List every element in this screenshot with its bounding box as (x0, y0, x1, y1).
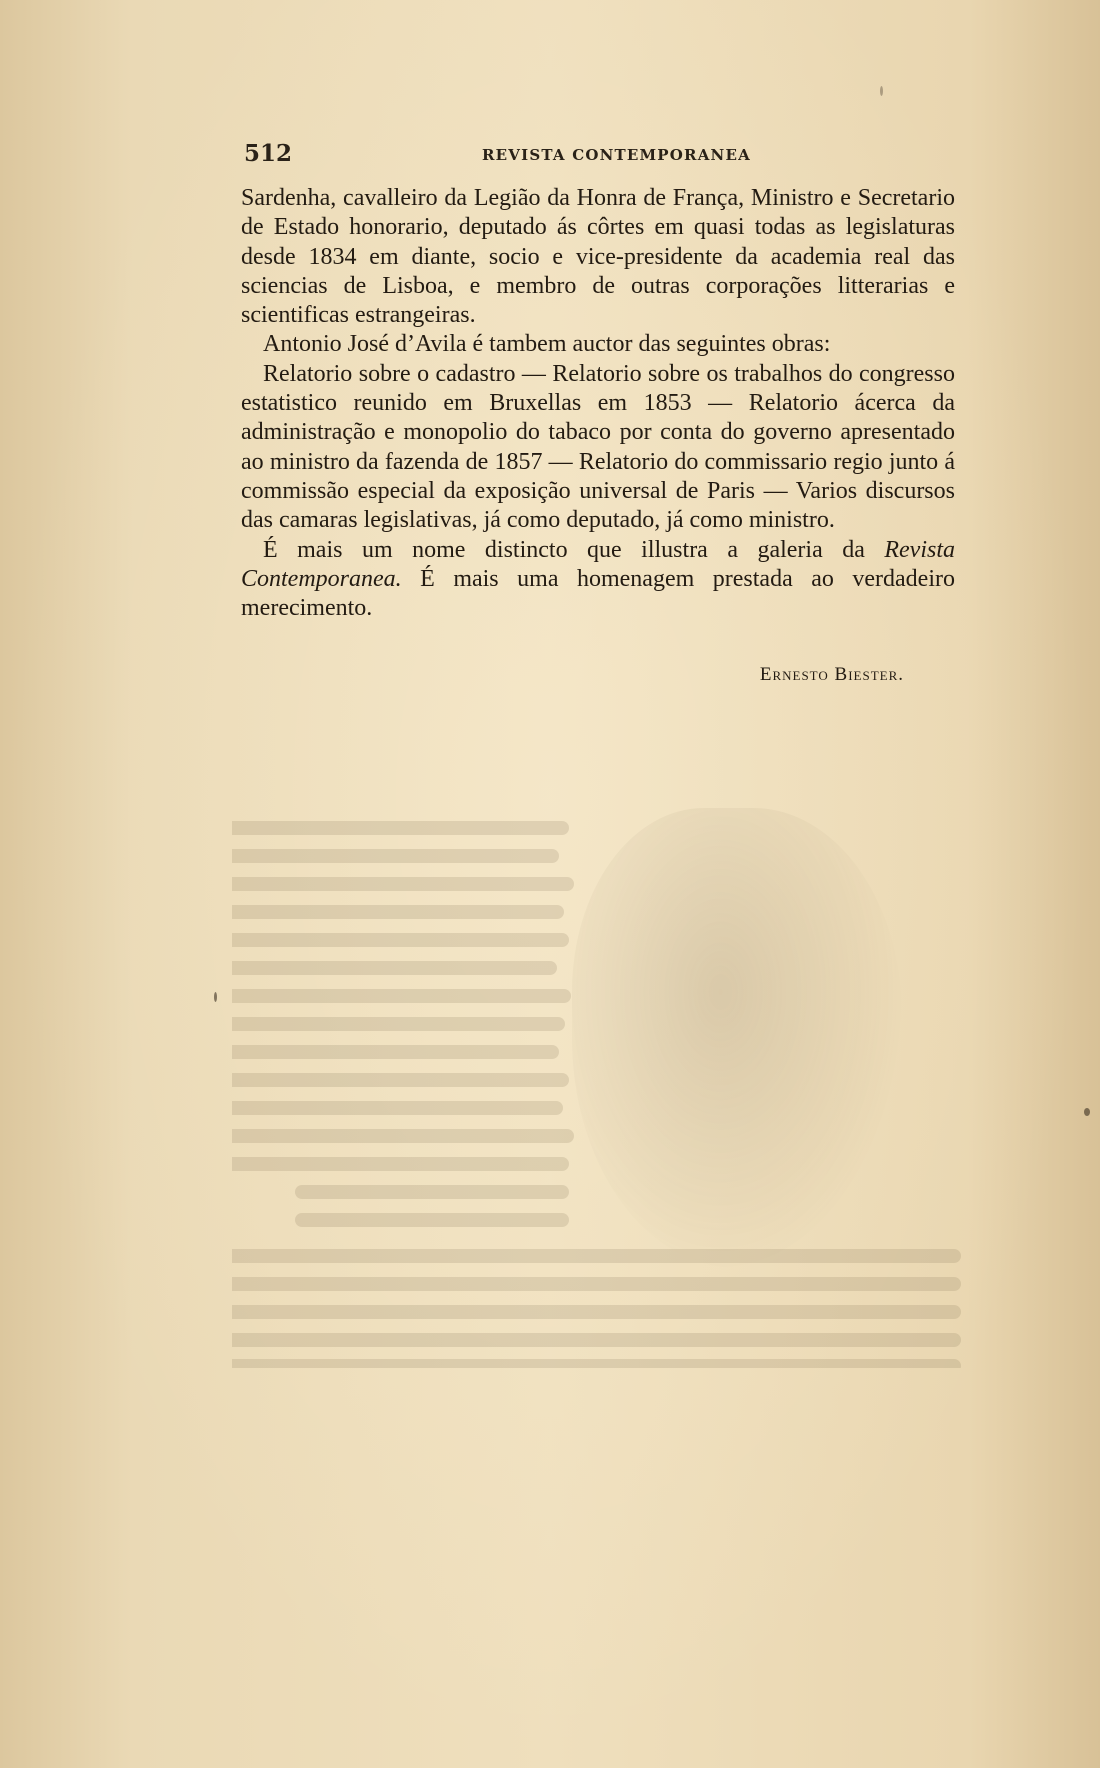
ink-speck (880, 86, 883, 96)
running-title: REVISTA CONTEMPORANEA (482, 146, 751, 164)
paragraph-works-intro: Antonio José d’Avila é tambem auctor das seguintes obras: (263, 331, 831, 358)
paragraph-closing (241, 536, 955, 624)
ink-speck (214, 992, 217, 1002)
ink-speck (1084, 1108, 1090, 1116)
paragraph-biography: Sardenha, cavalleiro da Legião da Honra de França, Ministro e Secretario de Estado honorario, deputado ás côrtes em quasi todas as legislaturas desde 1834 em diante, socio e vice-presidente da academia real das sciencias de Lisboa, e membro de outras corporações litterarias e scientificas estrangeiras. (241, 185, 955, 329)
body-text (241, 184, 955, 623)
bleed-through-lines (232, 808, 962, 1368)
closing-text-end: É mais uma homenagem prestada ao verdadeiro merecimento. (241, 565, 955, 622)
bleed-through-vignette (572, 808, 902, 1268)
journal-title-italic: Revista Contemporanea. (241, 536, 955, 592)
bleed-through-shadow (232, 808, 962, 1368)
page-number: 512 (244, 140, 293, 167)
paragraph-works-list: Relatorio sobre o cadastro — Relatorio sobre os trabalhos do congresso estatistico reunido em Bruxellas em 1853 — Relatorio ácerca da administração e monopolio do tabaco por conta do governo apresentado ao ministro da fazenda de 1857 — Relatorio do commissario regio junto á commissão especial da exposição universal de Paris — Varios discursos das camaras legislativas, já como deputado, já como ministro. (241, 360, 955, 534)
page-header (244, 140, 956, 170)
closing-text-start: É mais um nome distincto que illustra a galeria da (263, 536, 885, 563)
author-signature: Ernesto Biester. (759, 664, 904, 685)
